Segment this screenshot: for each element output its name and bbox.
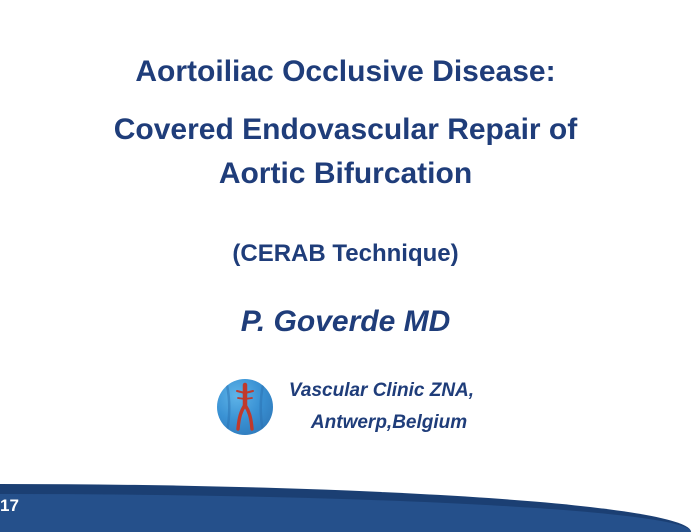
title-line-3: Aortic Bifurcation xyxy=(218,157,473,190)
author-name: P. Goverde MD xyxy=(240,305,451,338)
page-number: 17 xyxy=(0,496,19,515)
affiliation-line-2: Antwerp,Belgium xyxy=(310,412,468,433)
affiliation-line-1: Vascular Clinic ZNA, xyxy=(288,380,475,401)
slide-subtitle: (CERAB Technique) xyxy=(232,240,459,267)
affiliation-block xyxy=(0,375,691,439)
title-line-2: Covered Endovascular Repair of xyxy=(113,113,578,146)
slide-title xyxy=(0,50,691,196)
vascular-clinic-logo-icon xyxy=(217,379,273,435)
slide-footer xyxy=(0,484,691,532)
title-line-1: Aortoiliac Occlusive Disease: xyxy=(135,55,556,88)
affiliation-text xyxy=(289,375,474,439)
footer-band-light xyxy=(0,494,691,532)
